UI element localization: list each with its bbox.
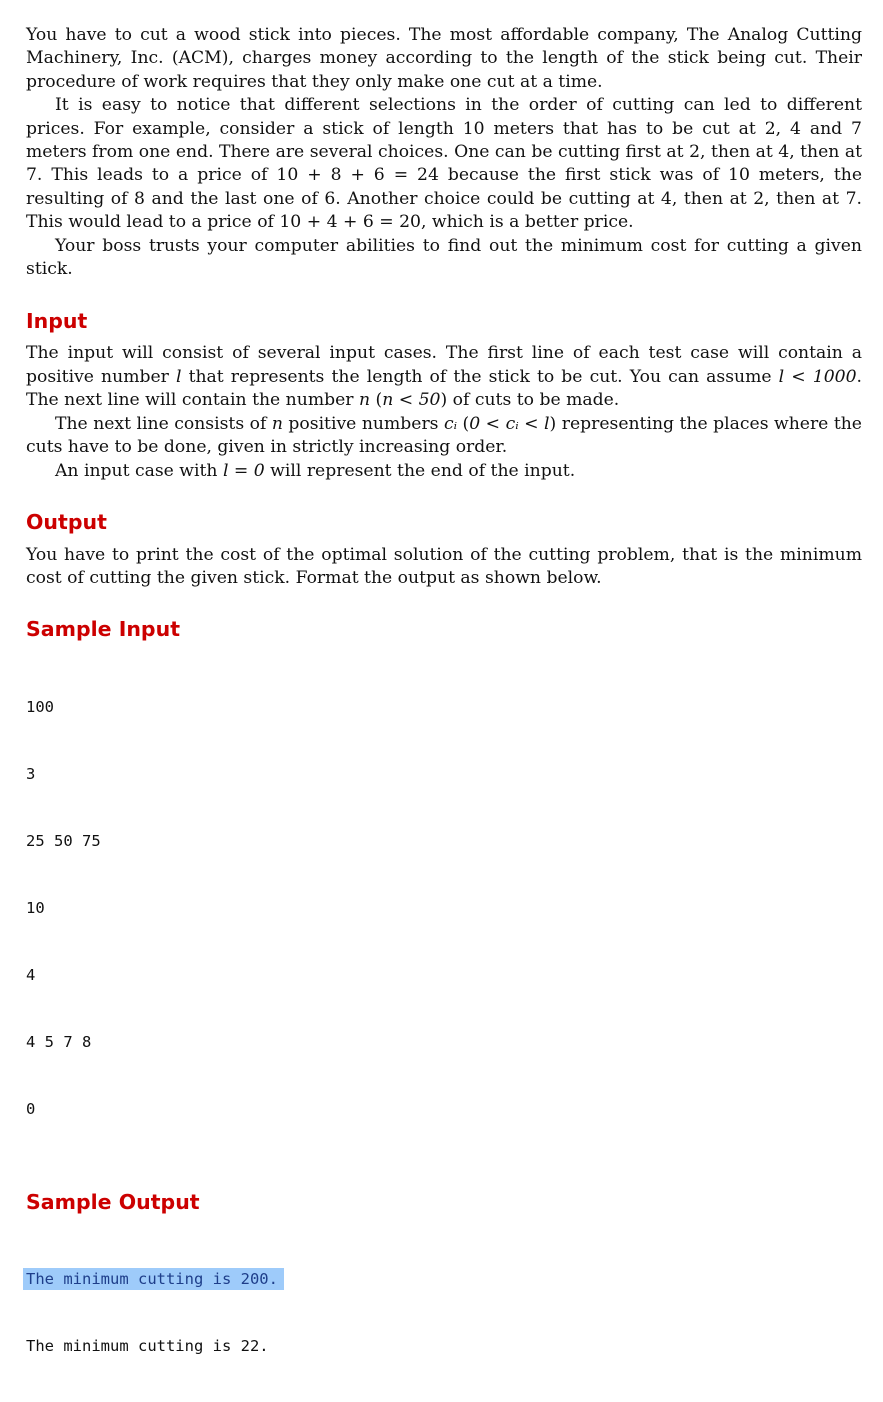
input-p1-text-e: ) of cuts to be made. (440, 390, 620, 411)
sample-output-line: The minimum cutting is 22. (26, 1337, 269, 1356)
output-paragraph-1: You have to print the cost of the optimal solution of the cutting problem, that is the minimum cost of cutting the given stick. Format the output as shown below. (26, 544, 862, 589)
input-p3-text-a: An input case with (55, 460, 223, 481)
math-position-constraint: 0 < cᵢ < l (469, 413, 550, 434)
input-p1-text-b: that represents the length of the stick to be cut. You can assume (181, 366, 779, 387)
sample-input-line: 10 (26, 898, 45, 917)
input-p2-text-b: positive numbers (282, 413, 444, 434)
input-p3-text-b: will represent the end of the input. (264, 460, 576, 481)
sample-output-block[interactable] (26, 1224, 862, 1402)
math-var-n: n (358, 390, 371, 411)
text-selection-highlight[interactable]: The minimum cutting is 200. (23, 1268, 284, 1290)
sample-output-heading: Sample Output (26, 1189, 200, 1214)
problem-statement (26, 24, 862, 1402)
sample-input-line: 0 (26, 1099, 36, 1118)
sample-output-line-selected[interactable] (26, 1268, 862, 1290)
sample-input-line: 3 (26, 765, 36, 784)
input-p1-text-d: ( (370, 390, 383, 411)
input-paragraph-1 (26, 342, 862, 412)
math-end-condition: l = 0 (222, 460, 265, 481)
math-var-ci: cᵢ (443, 413, 458, 434)
output-heading: Output (26, 509, 107, 534)
input-p2-text-c: ( (457, 413, 470, 434)
math-cuts-constraint: n < 50 (382, 390, 441, 411)
description-paragraph-2: It is easy to notice that different selections in the order of cutting can led to different prices. For example, consider a stick of length 10 meters that has to be cut at 2, 4 and 7 meters from one end. There are several choices. One can be cutting first at 2, then at 4, then at 7. This leads to a price of 10 + 8 + 6 = 24 because the first stick was of 10 meters, the resulting of 8 and the last one of 6. Another choice could be cutting at 4, then at 2, then at 7. This would lead to a price of 10 + 4 + 6 = 20, which is a better price. (26, 95, 862, 233)
input-p2-text-a: The next line consists of (55, 413, 272, 434)
math-length-constraint: l < 1000 (778, 366, 857, 387)
input-paragraph-2 (26, 413, 862, 460)
sample-input-line: 25 50 75 (26, 832, 101, 851)
input-p1-text-a: The input will consist of several input cases. The first line of each test case will contain a positive number (26, 343, 862, 387)
description-paragraph-3: Your boss trusts your computer abilities to find out the minimum cost for cutting a given stick. (26, 235, 862, 280)
input-paragraph-3 (26, 460, 862, 483)
description-paragraph-1: You have to cut a wood stick into pieces. The most affordable company, The Analog Cutting Machinery, Inc. (ACM), charges money according to the length of the stick being cut. Their procedure of work requires that they only make one cut at a time. (26, 25, 862, 92)
math-var-l: l (175, 366, 182, 387)
sample-input-heading: Sample Input (26, 616, 180, 641)
sample-input-line: 4 5 7 8 (26, 1032, 92, 1051)
sample-input-line: 4 (26, 965, 36, 984)
input-p2-text-d: ) representing the places where the cuts have to be done, given in strictly increasing order. (26, 413, 862, 458)
math-var-n: n (271, 413, 283, 434)
input-p1-text-c: . The next line will contain the number (26, 366, 862, 411)
sample-input-line: 100 (26, 698, 54, 717)
sample-input-block[interactable] (26, 652, 862, 1165)
input-heading: Input (26, 309, 88, 334)
